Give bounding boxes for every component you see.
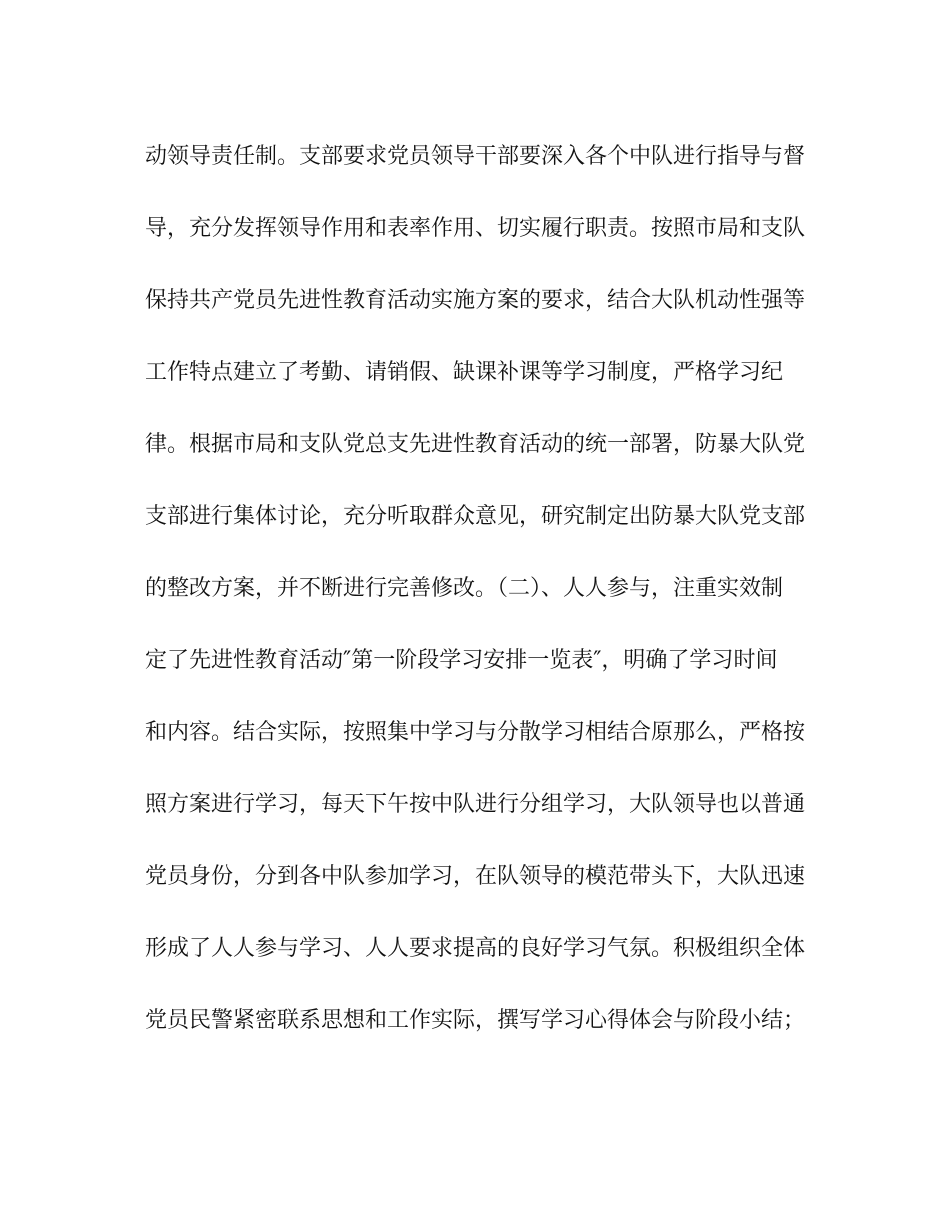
text-line: 照方案进行学习，每天下午按中队进行分组学习，大队领导也以普通 [145,792,806,817]
text-line: 保持共产党员先进性教育活动实施方案的要求，结合大队机动性强等 [145,288,806,313]
text-line: 工作特点建立了考勤、请销假、缺课补课等学习制度，严格学习纪 [145,360,784,385]
text-line: 党员身份，分到各中队参加学习，在队领导的模范带头下，大队迅速 [145,864,806,889]
text-line: 的整改方案，并不断进行完善修改。（二）、人人参与，注重实效制 [145,576,784,601]
text-line: 形成了人人参与学习、人人要求提高的良好学习气氛。积极组织全体 [145,936,806,961]
text-line: 和内容。结合实际，按照集中学习与分散学习相结合原那么，严格按 [145,720,806,745]
text-line: 律。根据市局和支队党总支先进性教育活动的统一部署，防暴大队党 [145,432,806,457]
text-line: 定了先进性教育活动″第一阶段学习安排一览表″，明确了学习时间 [145,648,778,673]
text-line: 党员民警紧密联系思想和工作实际，撰写学习心得体会与阶段小结； [145,1008,806,1033]
body-text [145,134,810,1070]
text-line: 动领导责任制。支部要求党员领导干部要深入各个中队进行指导与督 [145,144,806,169]
text-line: 导，充分发挥领导作用和表率作用、切实履行职责。按照市局和支队 [145,216,806,241]
text-line: 支部进行集体讨论，充分听取群众意见，研究制定出防暴大队党支部 [145,504,806,529]
